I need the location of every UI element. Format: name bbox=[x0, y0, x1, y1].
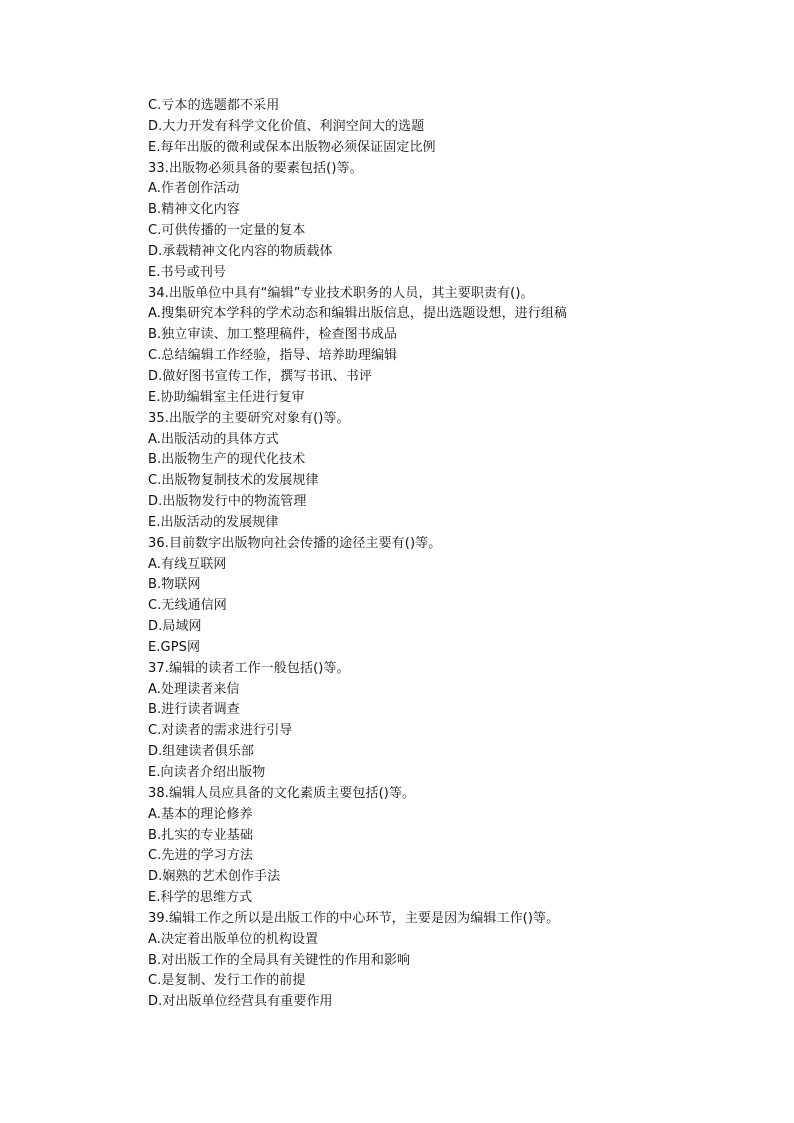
option-c-line: C.是复制、发行工作的前提 bbox=[148, 973, 306, 989]
option-b-line: B.进行读者调查 bbox=[148, 702, 240, 718]
option-c-line: C.对读者的需求进行引导 bbox=[148, 723, 293, 739]
option-b-line: B.出版物生产的现代化技术 bbox=[148, 452, 306, 468]
option-a-line: A.搜集研究本学科的学术动态和编辑出版信息，提出选题设想，进行组稿 bbox=[148, 306, 568, 322]
option-d-line: D.组建读者俱乐部 bbox=[148, 744, 255, 760]
option-e-line: E.出版活动的发展规律 bbox=[148, 514, 279, 530]
option-d-line: D.娴熟的艺术创作手法 bbox=[148, 869, 281, 885]
option-e-line: E.科学的思维方式 bbox=[148, 890, 253, 906]
option-a-line: A.出版活动的具体方式 bbox=[148, 431, 279, 447]
option-d-line: D.对出版单位经营具有重要作用 bbox=[148, 994, 333, 1010]
option-d-line: D.做好图书宣传工作，撰写书讯、书评 bbox=[148, 368, 372, 384]
option-c-line: C.先进的学习方法 bbox=[148, 848, 254, 864]
option-e-line: E.协助编辑室主任进行复审 bbox=[148, 389, 305, 405]
option-a-line: A.有线互联网 bbox=[148, 556, 227, 572]
option-e-line: E.每年出版的微利或保本出版物必须保证固定比例 bbox=[148, 139, 436, 155]
option-e-line: E.GPS网 bbox=[148, 639, 201, 655]
option-d-line: D.承载精神文化内容的物质载体 bbox=[148, 243, 333, 259]
option-e-line: E.书号或刊号 bbox=[148, 264, 227, 280]
question-34: 34.出版单位中具有“编辑”专业技术职务的人员，其主要职责有()。 bbox=[148, 285, 534, 301]
option-c-line: C.可供传播的一定量的复本 bbox=[148, 223, 306, 239]
option-d-line: D.局域网 bbox=[148, 619, 202, 635]
question-37: 37.编辑的读者工作一般包括()等。 bbox=[148, 660, 350, 676]
option-a-line: A.处理读者来信 bbox=[148, 681, 240, 697]
option-d-line: D.出版物发行中的物流管理 bbox=[148, 494, 307, 510]
option-a-line: A.基本的理论修养 bbox=[148, 806, 253, 822]
option-e-line: E.向读者介绍出版物 bbox=[148, 765, 266, 780]
document-page bbox=[148, 96, 768, 1013]
question-36: 36.目前数字出版物向社会传播的途径主要有()等。 bbox=[148, 535, 442, 551]
option-b-line: B.对出版工作的全局具有关键性的作用和影响 bbox=[148, 952, 411, 968]
question-39: 39.编辑工作之所以是出版工作的中心环节，主要是因为编辑工作()等。 bbox=[148, 910, 560, 926]
question-38: 38.编辑人员应具备的文化素质主要包括()等。 bbox=[148, 785, 416, 801]
question-33: 33.出版物必须具备的要素包括()等。 bbox=[148, 160, 363, 176]
option-b-line: B.独立审读、加工整理稿件，检查图书成品 bbox=[148, 327, 398, 343]
question-35: 35.出版学的主要研究对象有()等。 bbox=[148, 410, 350, 426]
option-d-line: D.大力开发有科学文化价值、利润空间大的选题 bbox=[148, 118, 425, 134]
option-a-line: A.决定着出版单位的机构设置 bbox=[148, 931, 319, 947]
option-b-line: B.物联网 bbox=[148, 577, 201, 593]
option-b-line: B.精神文化内容 bbox=[148, 202, 240, 218]
option-c-line: C.无线通信网 bbox=[148, 598, 227, 614]
option-c-line: C.总结编辑工作经验，指导、培养助理编辑 bbox=[148, 348, 398, 364]
option-b-line: B.扎实的专业基础 bbox=[148, 827, 253, 843]
option-a-line: A.作者创作活动 bbox=[148, 181, 240, 197]
option-c-line: C.出版物复制技术的发展规律 bbox=[148, 473, 319, 489]
option-c-line: C.亏本的选题都不采用 bbox=[148, 98, 280, 113]
